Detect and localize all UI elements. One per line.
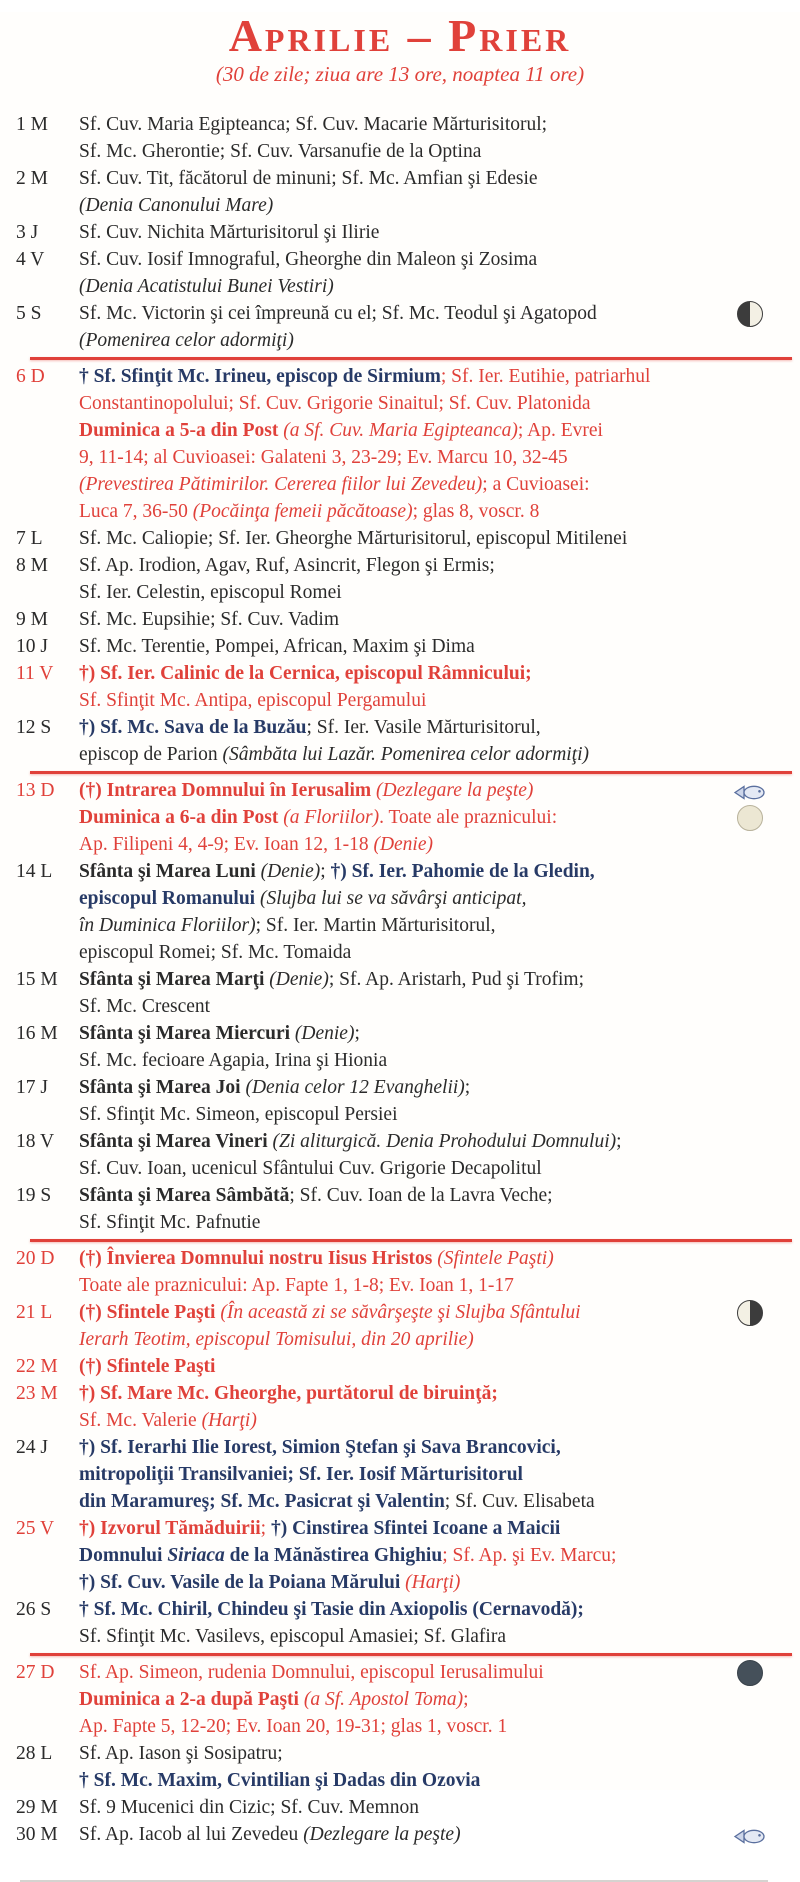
day-row-4: [0, 246, 800, 300]
entry-text: ; Sf. Ap. Aristarh, Pud şi Trofim;: [328, 969, 585, 991]
day-content-29: [79, 1794, 800, 1821]
entry-text: Ap. Fapte 5, 12-20; Ev. Ioan 20, 19-31; glas 1, voscr. 1: [79, 1716, 508, 1738]
entry-text: ; Sf. Cuv. Elisabeta: [444, 1491, 595, 1513]
entry-text: (†) Învierea Domnului nostru Iisus Hristos: [79, 1248, 438, 1270]
day-content-25: [79, 1515, 800, 1596]
entry-line: [79, 138, 705, 165]
entry-text: (a Floriilor): [283, 807, 380, 829]
entry-text: (Dezlegare la peşte): [303, 1824, 461, 1846]
entry-line: [79, 1380, 705, 1407]
entry-text: (Denia Acatistului Bunei Vestiri): [79, 276, 334, 298]
entry-text: † Sf. Mc. Maxim, Cvintilian şi Dadas din Ozovia: [79, 1770, 481, 1792]
entry-line: [79, 1182, 705, 1209]
day-label-13: 13 D: [16, 780, 55, 802]
day-label-6: 6 D: [16, 366, 45, 388]
entry-text: (Denie): [373, 834, 434, 856]
entry-line: [79, 939, 705, 966]
day-row-1: [0, 111, 800, 165]
entry-text: †) Sf. Ier. Pahomie de la Gledin,: [330, 861, 595, 883]
entry-text: (†) Sfintele Paşti: [79, 1302, 221, 1324]
entry-line: [79, 1407, 705, 1434]
entry-text: †) Sf. Ierarhi Ilie Iorest, Simion Ştefan şi Sava Brancovici,: [79, 1437, 561, 1459]
entry-text: Sfânta şi Marea Vineri: [79, 1131, 273, 1153]
last-quarter-moon-icon: [737, 1300, 763, 1326]
day-row-29: [0, 1794, 800, 1821]
entry-text: Sf. Ier. Celestin, episcopul Romei: [79, 582, 342, 604]
entry-line: [79, 912, 705, 939]
entry-text: Sf. Mc. Eupsihie; Sf. Cuv. Vadim: [79, 609, 340, 631]
entry-text: Domnului: [79, 1545, 168, 1567]
day-row-11: [0, 660, 800, 714]
day-content-5: [79, 300, 800, 354]
entry-text: (Harţi): [201, 1410, 257, 1432]
entry-text: ; Sf. Ier. Eutihie, patriarhul: [440, 366, 651, 388]
day-content-6: [79, 363, 800, 525]
day-content-18: [79, 1128, 800, 1182]
day-content-9: [79, 606, 800, 633]
day-label-10: 10 J: [16, 636, 48, 658]
entry-line: [79, 885, 705, 912]
day-label-21: 21 L: [16, 1302, 53, 1324]
entry-text: ; Sf. Ier. Vasile Mărturisitorul,: [306, 717, 541, 739]
day-label-24: 24 J: [16, 1437, 48, 1459]
day-label-26: 26 S: [16, 1599, 52, 1621]
entry-line: [79, 417, 705, 444]
entry-text: † Sf. Mc. Chiril, Chindeu şi Tasie din Axiopolis (Cernavodă);: [79, 1599, 584, 1621]
entry-text: ;: [464, 1077, 471, 1099]
entry-text: Sf. Ap. Irodion, Agav, Ruf, Asincrit, Flegon şi Ermis;: [79, 555, 495, 577]
entry-text: 9, 11-14; al Cuvioasei: Galateni 3, 23-29; Ev. Marcu 10, 32-45: [79, 447, 568, 469]
day-row-19: [0, 1182, 800, 1236]
entry-text: †) Sf. Mare Mc. Gheorghe, purtătorul de biruinţă;: [79, 1383, 498, 1405]
entry-text: ; Sf. Ier. Martin Mărturisitorul,: [255, 915, 496, 937]
entry-text: Sf. Cuv. Tit, făcătorul de minuni; Sf. Mc. Amfian şi Edesie: [79, 168, 538, 190]
day-row-27: [0, 1659, 800, 1740]
entry-text: †) Sf. Cuv. Vasile de la Poiana Mărului: [79, 1572, 406, 1594]
entry-text: (În această zi se săvârşeşte şi Slujba Sfântului: [220, 1302, 581, 1324]
entry-line: [79, 1515, 705, 1542]
entry-text: Sf. Mc. Terentie, Pompei, African, Maxim şi Dima: [79, 636, 475, 658]
day-content-19: [79, 1182, 800, 1236]
entry-text: Sf. Cuv. Maria Egipteanca; Sf. Cuv. Macarie Mărturisitorul;: [79, 114, 548, 136]
entry-text: de la Mănăstirea Ghighiu: [224, 1545, 443, 1567]
entry-text: Constantinopolului; Sf. Cuv. Grigorie Sinaitul; Sf. Cuv. Platonida: [79, 393, 591, 415]
entry-line: [79, 858, 705, 885]
day-row-5: [0, 300, 800, 354]
entry-text: ; Ap. Evrei: [517, 420, 603, 442]
day-row-3: [0, 219, 800, 246]
entry-text: (Sfintele Paşti): [437, 1248, 554, 1270]
day-row-23: [0, 1380, 800, 1434]
day-content-23: [79, 1380, 800, 1434]
day-content-1: [79, 111, 800, 165]
entry-text: (Denia celor 12 Evanghelii): [245, 1077, 465, 1099]
entry-line: [79, 804, 705, 831]
entry-text: ;: [463, 1689, 469, 1711]
entry-text: ; Sf. Cuv. Ioan de la Lavra Veche;: [289, 1185, 553, 1207]
entry-text: ; Sf. Ap. şi Ev. Marcu;: [442, 1545, 617, 1567]
entry-line: [79, 1245, 705, 1272]
day-row-26: [0, 1596, 800, 1650]
day-label-16: 16 M: [16, 1023, 58, 1045]
entry-line: [79, 444, 705, 471]
entry-line: [79, 192, 705, 219]
entry-line: [79, 1686, 705, 1713]
day-row-20: [0, 1245, 800, 1299]
day-row-22: [0, 1353, 800, 1380]
entry-text: (†) Intrarea Domnului în Ierusalim: [79, 780, 377, 802]
entry-text: (Denie): [269, 969, 329, 991]
page-subtitle: (30 de zile; ziua are 13 ore, noaptea 11 ore): [215, 62, 585, 87]
entry-text: †) Izvorul Tămăduirii: [79, 1518, 261, 1540]
day-label-19: 19 S: [16, 1185, 52, 1207]
entry-line: [79, 1326, 705, 1353]
entry-text: (Harţi): [405, 1572, 461, 1594]
entry-line: [79, 714, 705, 741]
day-content-8: [79, 552, 800, 606]
entry-text: Sf. Sfinţit Mc. Antipa, episcopul Pergamului: [79, 690, 427, 712]
day-content-3: [79, 219, 800, 246]
day-label-14: 14 L: [16, 861, 53, 883]
day-label-17: 17 J: [16, 1077, 48, 1099]
entry-text: Ierarh Teotim, episcopul Tomisului, din 20 aprilie): [79, 1329, 474, 1351]
day-content-4: [79, 246, 800, 300]
entry-line: [79, 525, 705, 552]
entry-text: Sfânta şi Marea Sâmbătă: [79, 1185, 290, 1207]
day-label-5: 5 S: [16, 303, 42, 325]
entry-text: (a Sf. Cuv. Maria Egipteanca): [283, 420, 518, 442]
entry-text: Sf. Mc. fecioare Agapia, Irina şi Hionia: [79, 1050, 388, 1072]
entry-line: [79, 552, 705, 579]
entry-line: [79, 831, 705, 858]
page-title: Aprilie – Prier: [228, 10, 572, 61]
sunday-divider: [30, 771, 792, 774]
day-row-14: [0, 858, 800, 966]
entry-text: (Pomenirea celor adormiţi): [79, 330, 294, 352]
day-content-17: [79, 1074, 800, 1128]
day-label-9: 9 M: [16, 609, 48, 631]
first-quarter-moon-icon: [737, 301, 763, 327]
entry-line: [79, 1596, 705, 1623]
entry-text: Sfânta şi Marea Marţi: [79, 969, 270, 991]
entry-text: Sf. Mc. Valerie: [79, 1410, 202, 1432]
entry-text: Ap. Filipeni 4, 4-9; Ev. Ioan 12, 1-18: [79, 834, 374, 856]
entry-text: Sf. Ap. Iacob al lui Zevedeu: [79, 1824, 304, 1846]
day-row-28: [0, 1740, 800, 1794]
entry-line: [79, 1461, 705, 1488]
day-row-15: [0, 966, 800, 1020]
day-label-27: 27 D: [16, 1662, 55, 1684]
entry-line: [79, 1740, 705, 1767]
entry-line: [79, 1155, 705, 1182]
entry-text: ;: [354, 1023, 360, 1045]
day-label-2: 2 M: [16, 168, 48, 190]
day-label-7: 7 L: [16, 528, 43, 550]
day-label-3: 3 J: [16, 222, 39, 244]
day-row-21: [0, 1299, 800, 1353]
entry-text: (†) Sfintele Paşti: [79, 1356, 216, 1378]
sunday-divider: [30, 357, 792, 360]
entry-text: ; a Cuvioasei:: [482, 474, 590, 496]
entry-text: (Pocăinţa femeii păcătoase): [192, 501, 413, 523]
entry-text: episcop de Parion: [79, 744, 223, 766]
entry-line: [79, 660, 705, 687]
day-list: [0, 111, 800, 1848]
day-content-26: [79, 1596, 800, 1650]
entry-text: ; glas 8, voscr. 8: [412, 501, 540, 523]
day-content-15: [79, 966, 800, 1020]
entry-line: [79, 363, 705, 390]
entry-text: †) Sf. Ier. Calinic de la Cernica, episcopul Râmnicului;: [79, 663, 532, 685]
entry-text: din Maramureş; Sf. Mc. Pasicrat şi Valentin: [79, 1491, 445, 1513]
entry-text: Sfânta şi Marea Luni: [79, 861, 261, 883]
entry-line: [79, 1128, 705, 1155]
entry-text: în Duminica Floriilor): [79, 915, 256, 937]
entry-line: [79, 1020, 705, 1047]
entry-line: [79, 1659, 705, 1686]
entry-line: [79, 741, 705, 768]
entry-text: (Dezlegare la peşte): [376, 780, 534, 802]
day-row-12: [0, 714, 800, 768]
entry-line: [79, 1488, 705, 1515]
entry-line: [79, 1821, 705, 1848]
entry-text: (Denie): [260, 861, 321, 883]
fish-icon: [733, 782, 767, 799]
entry-line: [79, 111, 705, 138]
entry-line: [79, 471, 705, 498]
entry-line: [79, 246, 705, 273]
new-moon-icon: [737, 1660, 763, 1686]
entry-line: [79, 1713, 705, 1740]
entry-line: [79, 498, 705, 525]
entry-text: Sf. 9 Mucenici din Cizic; Sf. Cuv. Memnon: [79, 1797, 419, 1819]
day-row-8: [0, 552, 800, 606]
entry-text: (Zi aliturgică. Denia Prohodului Domnului): [272, 1131, 617, 1153]
day-label-1: 1 M: [16, 114, 48, 136]
entry-text: †) Sf. Mc. Sava de la Buzău: [79, 717, 307, 739]
entry-line: [79, 966, 705, 993]
entry-line: [79, 633, 705, 660]
day-label-12: 12 S: [16, 717, 52, 739]
entry-line: [79, 390, 705, 417]
day-content-7: [79, 525, 800, 552]
fish-icon: [733, 1826, 767, 1843]
entry-line: [79, 579, 705, 606]
day-row-7: [0, 525, 800, 552]
day-label-25: 25 V: [16, 1518, 55, 1540]
entry-text: . Toate ale praznicului:: [379, 807, 558, 829]
entry-text: Siriaca: [167, 1545, 225, 1567]
entry-text: Sfânta şi Marea Miercuri: [79, 1023, 295, 1045]
entry-line: [79, 165, 705, 192]
entry-text: †) Cinstirea Sfintei Icoane a Maicii: [270, 1518, 561, 1540]
entry-line: [79, 1569, 705, 1596]
entry-line: [79, 273, 705, 300]
day-content-10: [79, 633, 800, 660]
day-label-28: 28 L: [16, 1743, 53, 1765]
day-content-28: [79, 1740, 800, 1794]
day-label-4: 4 V: [16, 249, 45, 271]
entry-text: Sf. Cuv. Nichita Mărturisitorul şi Ilirie: [79, 222, 380, 244]
entry-text: (Sâmbăta lui Lazăr. Pomenirea celor adormiţi): [222, 744, 590, 766]
entry-text: Duminica a 2-a după Paşti: [79, 1689, 304, 1711]
day-label-30: 30 M: [16, 1824, 58, 1846]
entry-text: ;: [320, 861, 331, 883]
entry-text: Duminica a 6-a din Post: [79, 807, 284, 829]
entry-line: [79, 1794, 705, 1821]
day-content-30: [79, 1821, 800, 1848]
entry-line: [79, 777, 705, 804]
day-row-9: [0, 606, 800, 633]
entry-line: [79, 1542, 705, 1569]
day-label-8: 8 M: [16, 555, 48, 577]
entry-line: [79, 219, 705, 246]
entry-text: episcopul Romanului: [79, 888, 260, 910]
entry-text: (a Sf. Apostol Toma): [303, 1689, 464, 1711]
entry-line: [79, 1209, 705, 1236]
entry-text: Sf. Ap. Simeon, rudenia Domnului, episcopul Ierusalimului: [79, 1662, 544, 1684]
day-label-23: 23 M: [16, 1383, 58, 1405]
day-row-13: [0, 777, 800, 858]
entry-line: [79, 300, 705, 327]
day-row-24: [0, 1434, 800, 1515]
calendar-page: [0, 10, 800, 1846]
day-label-29: 29 M: [16, 1797, 58, 1819]
day-label-18: 18 V: [16, 1131, 55, 1153]
day-content-20: [79, 1245, 800, 1299]
day-row-2: [0, 165, 800, 219]
entry-line: [79, 1047, 705, 1074]
day-row-18: [0, 1128, 800, 1182]
full-moon-icon: [737, 805, 763, 831]
entry-text: † Sf. Sfinţit Mc. Irineu, episcop de Sirmium: [79, 366, 441, 388]
entry-line: [79, 1272, 705, 1299]
entry-text: Sfânta şi Marea Joi: [79, 1077, 246, 1099]
entry-text: Sf. Sfinţit Mc. Simeon, episcopul Persiei: [79, 1104, 398, 1126]
day-row-25: [0, 1515, 800, 1596]
entry-text: ;: [260, 1518, 271, 1540]
entry-line: [79, 1353, 705, 1380]
entry-text: Sf. Sfinţit Mc. Vasilevs, episcopul Amasiei; Sf. Glafira: [79, 1626, 506, 1648]
entry-text: Sf. Mc. Crescent: [79, 996, 211, 1018]
day-content-12: [79, 714, 800, 768]
day-content-14: [79, 858, 800, 966]
day-row-16: [0, 1020, 800, 1074]
sunday-divider: [30, 1653, 792, 1656]
day-label-20: 20 D: [16, 1248, 55, 1270]
entry-text: mitropoliţii Transilvaniei; Sf. Ier. Iosif Mărturisitorul: [79, 1464, 523, 1486]
entry-text: (Prevestirea Pătimirilor. Cererea fiilor lui Zevedeu): [79, 474, 483, 496]
entry-text: Sf. Mc. Gherontie; Sf. Cuv. Varsanufie de la Optina: [79, 141, 482, 163]
entry-text: Sf. Sfinţit Mc. Pafnutie: [79, 1212, 261, 1234]
entry-text: Sf. Ap. Iason şi Sosipatru;: [79, 1743, 283, 1765]
entry-line: [79, 993, 705, 1020]
day-label-22: 22 M: [16, 1356, 58, 1378]
entry-text: ;: [616, 1131, 622, 1153]
day-content-11: [79, 660, 800, 714]
day-content-22: [79, 1353, 800, 1380]
entry-text: episcopul Romei; Sf. Mc. Tomaida: [79, 942, 352, 964]
entry-text: Sf. Cuv. Ioan, ucenicul Sfântului Cuv. Grigorie Decapolitul: [79, 1158, 542, 1180]
entry-text: Sf. Mc. Victorin şi cei împreună cu el; Sf. Mc. Teodul şi Agatopod: [79, 303, 597, 325]
day-content-13: [79, 777, 800, 858]
entry-line: [79, 1074, 705, 1101]
entry-line: [79, 1299, 705, 1326]
day-content-27: [79, 1659, 800, 1740]
entry-text: Luca 7, 36-50: [79, 501, 193, 523]
day-row-17: [0, 1074, 800, 1128]
entry-line: [79, 606, 705, 633]
day-row-10: [0, 633, 800, 660]
entry-line: [79, 327, 705, 354]
day-row-6: [0, 363, 800, 525]
entry-text: Sf. Cuv. Iosif Imnograful, Gheorghe din Maleon şi Zosima: [79, 249, 538, 271]
day-content-16: [79, 1020, 800, 1074]
entry-line: [79, 1434, 705, 1461]
entry-text: (Denia Canonului Mare): [79, 195, 274, 217]
entry-line: [79, 687, 705, 714]
day-row-30: [0, 1821, 800, 1848]
day-content-21: [79, 1299, 800, 1353]
entry-line: [79, 1101, 705, 1128]
entry-text: Toate ale praznicului: Ap. Fapte 1, 1-8; Ev. Ioan 1, 1-17: [79, 1275, 514, 1297]
entry-text: (Denie): [294, 1023, 355, 1045]
day-content-24: [79, 1434, 800, 1515]
day-label-11: 11 V: [16, 663, 54, 685]
day-label-15: 15 M: [16, 969, 58, 991]
entry-text: Sf. Mc. Caliopie; Sf. Ier. Gheorghe Mărturisitorul, episcopul Mitilenei: [79, 528, 628, 550]
sunday-divider: [30, 1239, 792, 1242]
entry-text: (Slujba lui se va săvârşi anticipat,: [259, 888, 527, 910]
day-content-2: [79, 165, 800, 219]
entry-line: [79, 1623, 705, 1650]
entry-line: [79, 1767, 705, 1794]
entry-text: Duminica a 5-a din Post: [79, 420, 284, 442]
